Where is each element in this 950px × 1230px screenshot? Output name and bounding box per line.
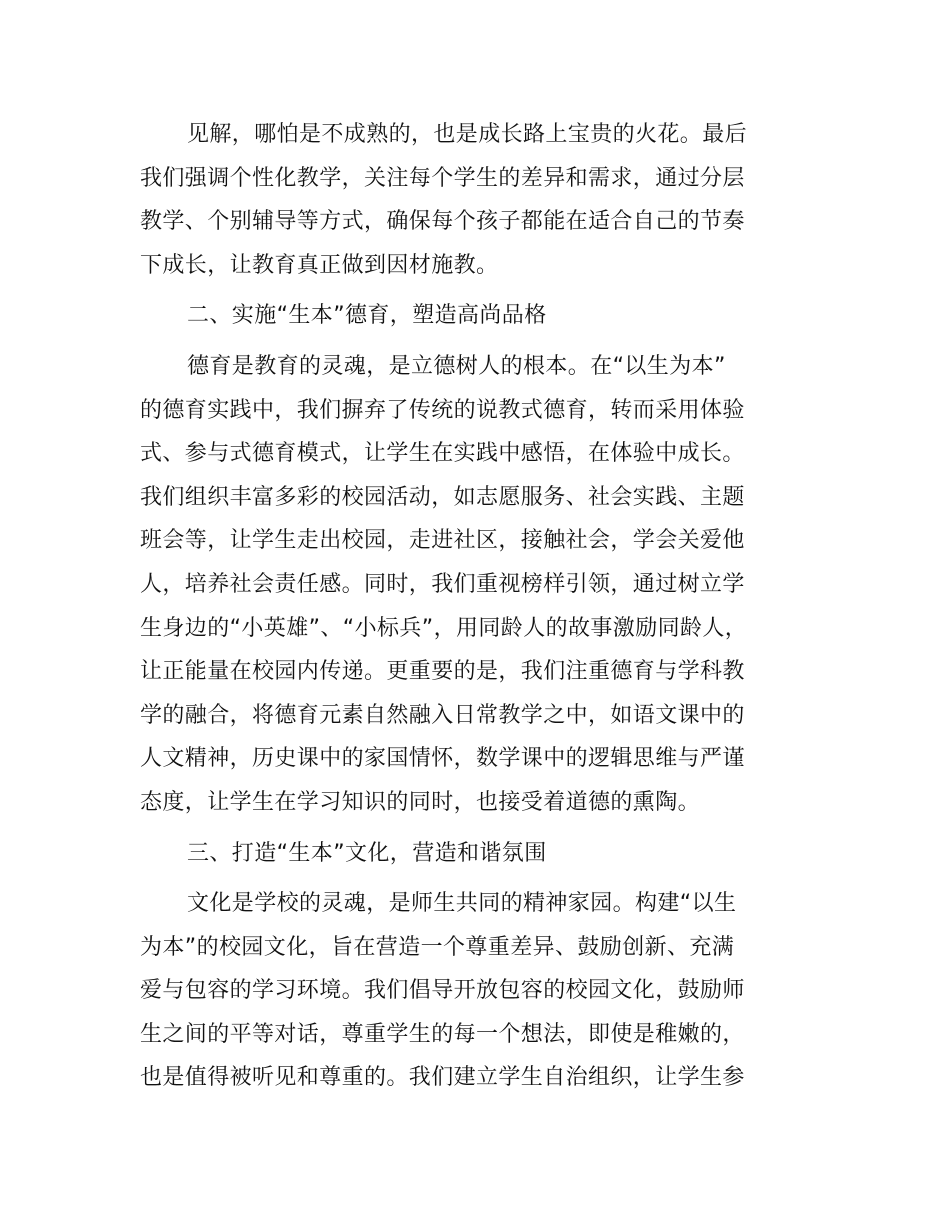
text-line: 人文精神，历史课中的家国情怀，数学课中的逻辑思维与严谨 (140, 746, 745, 772)
text-line: 式、参与式德育模式，让学生在实践中感悟，在体验中成长。 (140, 441, 745, 467)
paragraph-campus-culture (140, 882, 820, 1100)
text-line: 见解，哪怕是不成熟的，也是成长路上宝贵的火花。最后 (187, 122, 748, 147)
text-line: 爱与包容的学习环境。我们倡导开放包容的校园文化，鼓励师 (140, 978, 745, 1004)
text-line: 也是值得被听见和尊重的。我们建立学生自治组织，让学生参 (140, 1065, 745, 1091)
text-line: 的德育实践中，我们摒弃了传统的说教式德育，转而采用体验 (140, 397, 745, 423)
text-line: 态度，让学生在学习知识的同时，也接受着道德的熏陶。 (140, 789, 701, 815)
document-body (140, 113, 820, 1100)
text-line: 德育是教育的灵魂，是立德树人的根本。在“以生为本” (187, 353, 726, 379)
paragraph-continuation (140, 113, 820, 287)
heading-line: 三、打造“生本”文化，营造和谐氛围 (187, 840, 547, 866)
text-line: 班会等，让学生走出校园，走进社区，接触社会，学会关爱他 (140, 528, 745, 554)
text-line: 下成长，让教育真正做到因材施教。 (140, 252, 499, 278)
heading-line: 二、实施“生本”德育，塑造高尚品格 (187, 303, 547, 329)
section-heading-2 (140, 294, 820, 338)
paragraph-moral-education (140, 345, 820, 825)
text-line: 生身边的“小英雄”、“小标兵”，用同龄人的故事激励同龄人， (140, 615, 748, 641)
text-line: 让正能量在校园内传递。更重要的是，我们注重德育与学科教 (140, 659, 745, 685)
text-line: 学的融合，将德育元素自然融入日常教学之中，如语文课中的 (140, 702, 745, 728)
text-line: 我们组织丰富多彩的校园活动，如志愿服务、社会实践、主题 (140, 484, 745, 510)
text-line: 教学、个别辅导等方式，确保每个孩子都能在适合自己的节奏 (140, 209, 745, 235)
text-line: 我们强调个性化教学，关注每个学生的差异和需求，通过分层 (140, 165, 745, 191)
section-heading-3 (140, 832, 820, 876)
text-line: 生之间的平等对话，尊重学生的每一个想法，即使是稚嫩的， (140, 1021, 745, 1047)
text-line: 文化是学校的灵魂，是师生共同的精神家园。构建“以生 (187, 891, 737, 917)
text-line: 人，培养社会责任感。同时，我们重视榜样引领，通过树立学 (140, 571, 745, 597)
text-line: 为本”的校园文化，旨在营造一个尊重差异、鼓励创新、充满 (140, 934, 735, 960)
